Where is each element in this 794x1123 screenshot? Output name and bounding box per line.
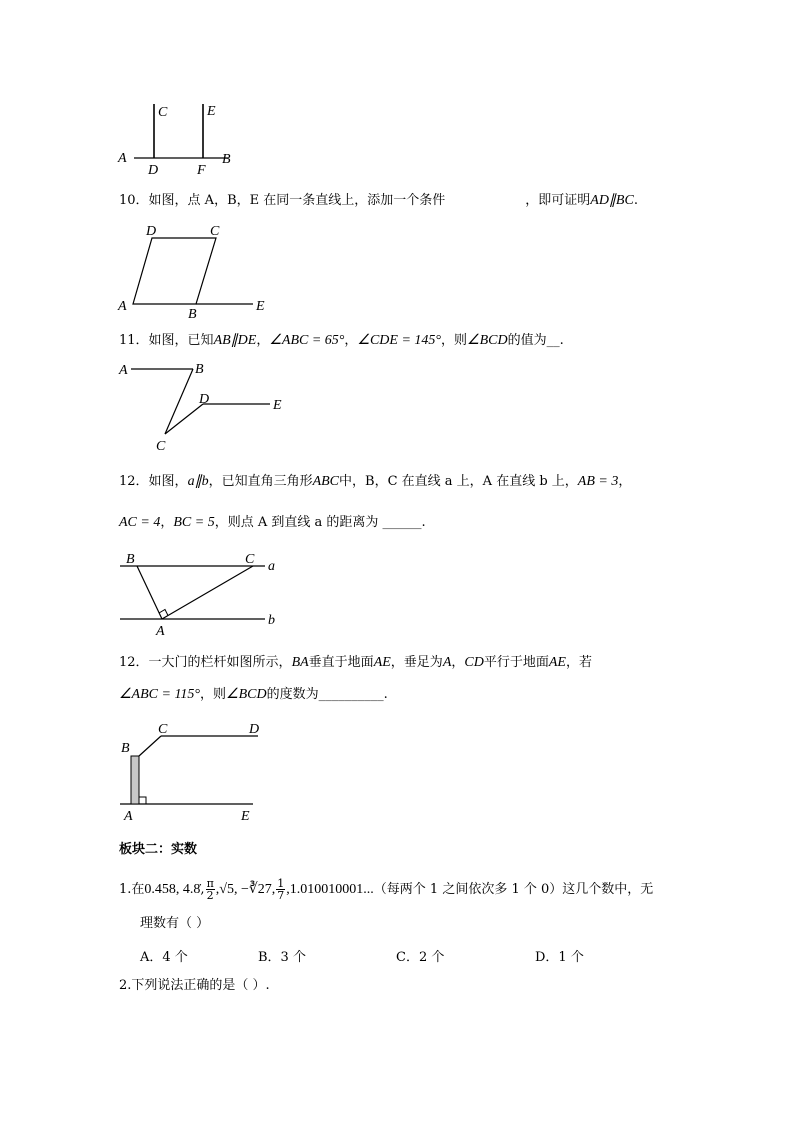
label-c: C — [210, 224, 220, 239]
right-angle-mark — [139, 797, 146, 804]
question-r2: 2.下列说法正确的是（ ）. — [119, 978, 270, 993]
label-a: A — [156, 624, 165, 639]
label-e: E — [273, 398, 282, 413]
question-12b-line2: ∠ABC = 115°，则∠BCD的度数为__________. — [119, 687, 388, 702]
question-12b-line1: 12．一大门的栏杆如图所示，BA垂直于地面AE，垂足为A，CD平行于地面AE，若 — [119, 655, 592, 670]
question-r1-line2: 理数有（ ） — [140, 916, 210, 931]
label-c: C — [158, 105, 168, 120]
label-e: E — [207, 104, 216, 119]
figure-zigzag — [115, 358, 295, 458]
label-b: B — [121, 741, 130, 756]
section-title: 板块二：实数 — [119, 842, 198, 857]
label-line-a: a — [268, 559, 275, 574]
label-b: B — [195, 362, 204, 377]
label-e: E — [241, 809, 250, 824]
segment-ba — [137, 566, 162, 619]
question-12a-line1: 12．如图，a∥b，已知直角三角形ABC中，B，C 在直线 a 上，A 在直线 b 上，AB = 3， — [119, 474, 632, 489]
question-r1-line1: 1.在0.458, 4.8̇, $\frac{\pi}{2}$ ,√5, −∛27, $\frac{1}{7}$ ,1.010010001...（每两个 1 之间依次多 1 个 0）这几个数中，无 — [119, 877, 654, 902]
line-cd — [165, 404, 203, 434]
fraction-one-seventh: $\frac{1}{7}$ — [277, 877, 285, 902]
label-e: E — [256, 299, 265, 314]
label-c: C — [158, 722, 168, 737]
label-a: A — [118, 299, 127, 314]
label-d: D — [249, 722, 260, 737]
post-ba — [131, 756, 139, 804]
label-d: D — [199, 392, 210, 407]
figure-parallel-verticals — [110, 98, 250, 178]
label-line-b: b — [268, 613, 275, 628]
parallelogram-abcd — [133, 238, 216, 304]
figure-parallelogram — [115, 220, 275, 320]
label-b: B — [188, 307, 197, 322]
label-d: D — [148, 163, 159, 178]
line-bc — [165, 369, 193, 434]
segment-bc — [139, 736, 161, 756]
fraction-pi-over-2: $\frac{\pi}{2}$ — [206, 877, 214, 902]
figure-right-triangle-parallel — [115, 548, 290, 640]
label-c: C — [245, 552, 255, 567]
figure-gate-railing — [115, 716, 275, 826]
label-c: C — [156, 439, 166, 454]
label-d: D — [146, 224, 157, 239]
option-d[interactable]: D．1 个 — [535, 950, 584, 965]
label-f: F — [197, 163, 206, 178]
label-b: B — [222, 152, 231, 167]
label-b: B — [126, 552, 135, 567]
question-11: 11．如图，已知AB∥DE，∠ABC = 65°，∠CDE = 145°，则∠BCD的值为__. — [119, 333, 564, 348]
label-a: A — [118, 151, 127, 166]
option-a[interactable]: A．4 个 — [140, 950, 188, 965]
label-a: A — [119, 363, 128, 378]
question-12a-line2: AC = 4，BC = 5，则点 A 到直线 a 的距离为 ______. — [119, 515, 426, 530]
label-a: A — [124, 809, 133, 824]
segment-ac — [162, 566, 253, 619]
question-10: 10．如图，点 A，B，E 在同一条直线上，添加一个条件 ，即可证明AD∥BC. — [119, 193, 638, 208]
option-c[interactable]: C．2 个 — [396, 950, 445, 965]
option-b[interactable]: B．3 个 — [258, 950, 306, 965]
